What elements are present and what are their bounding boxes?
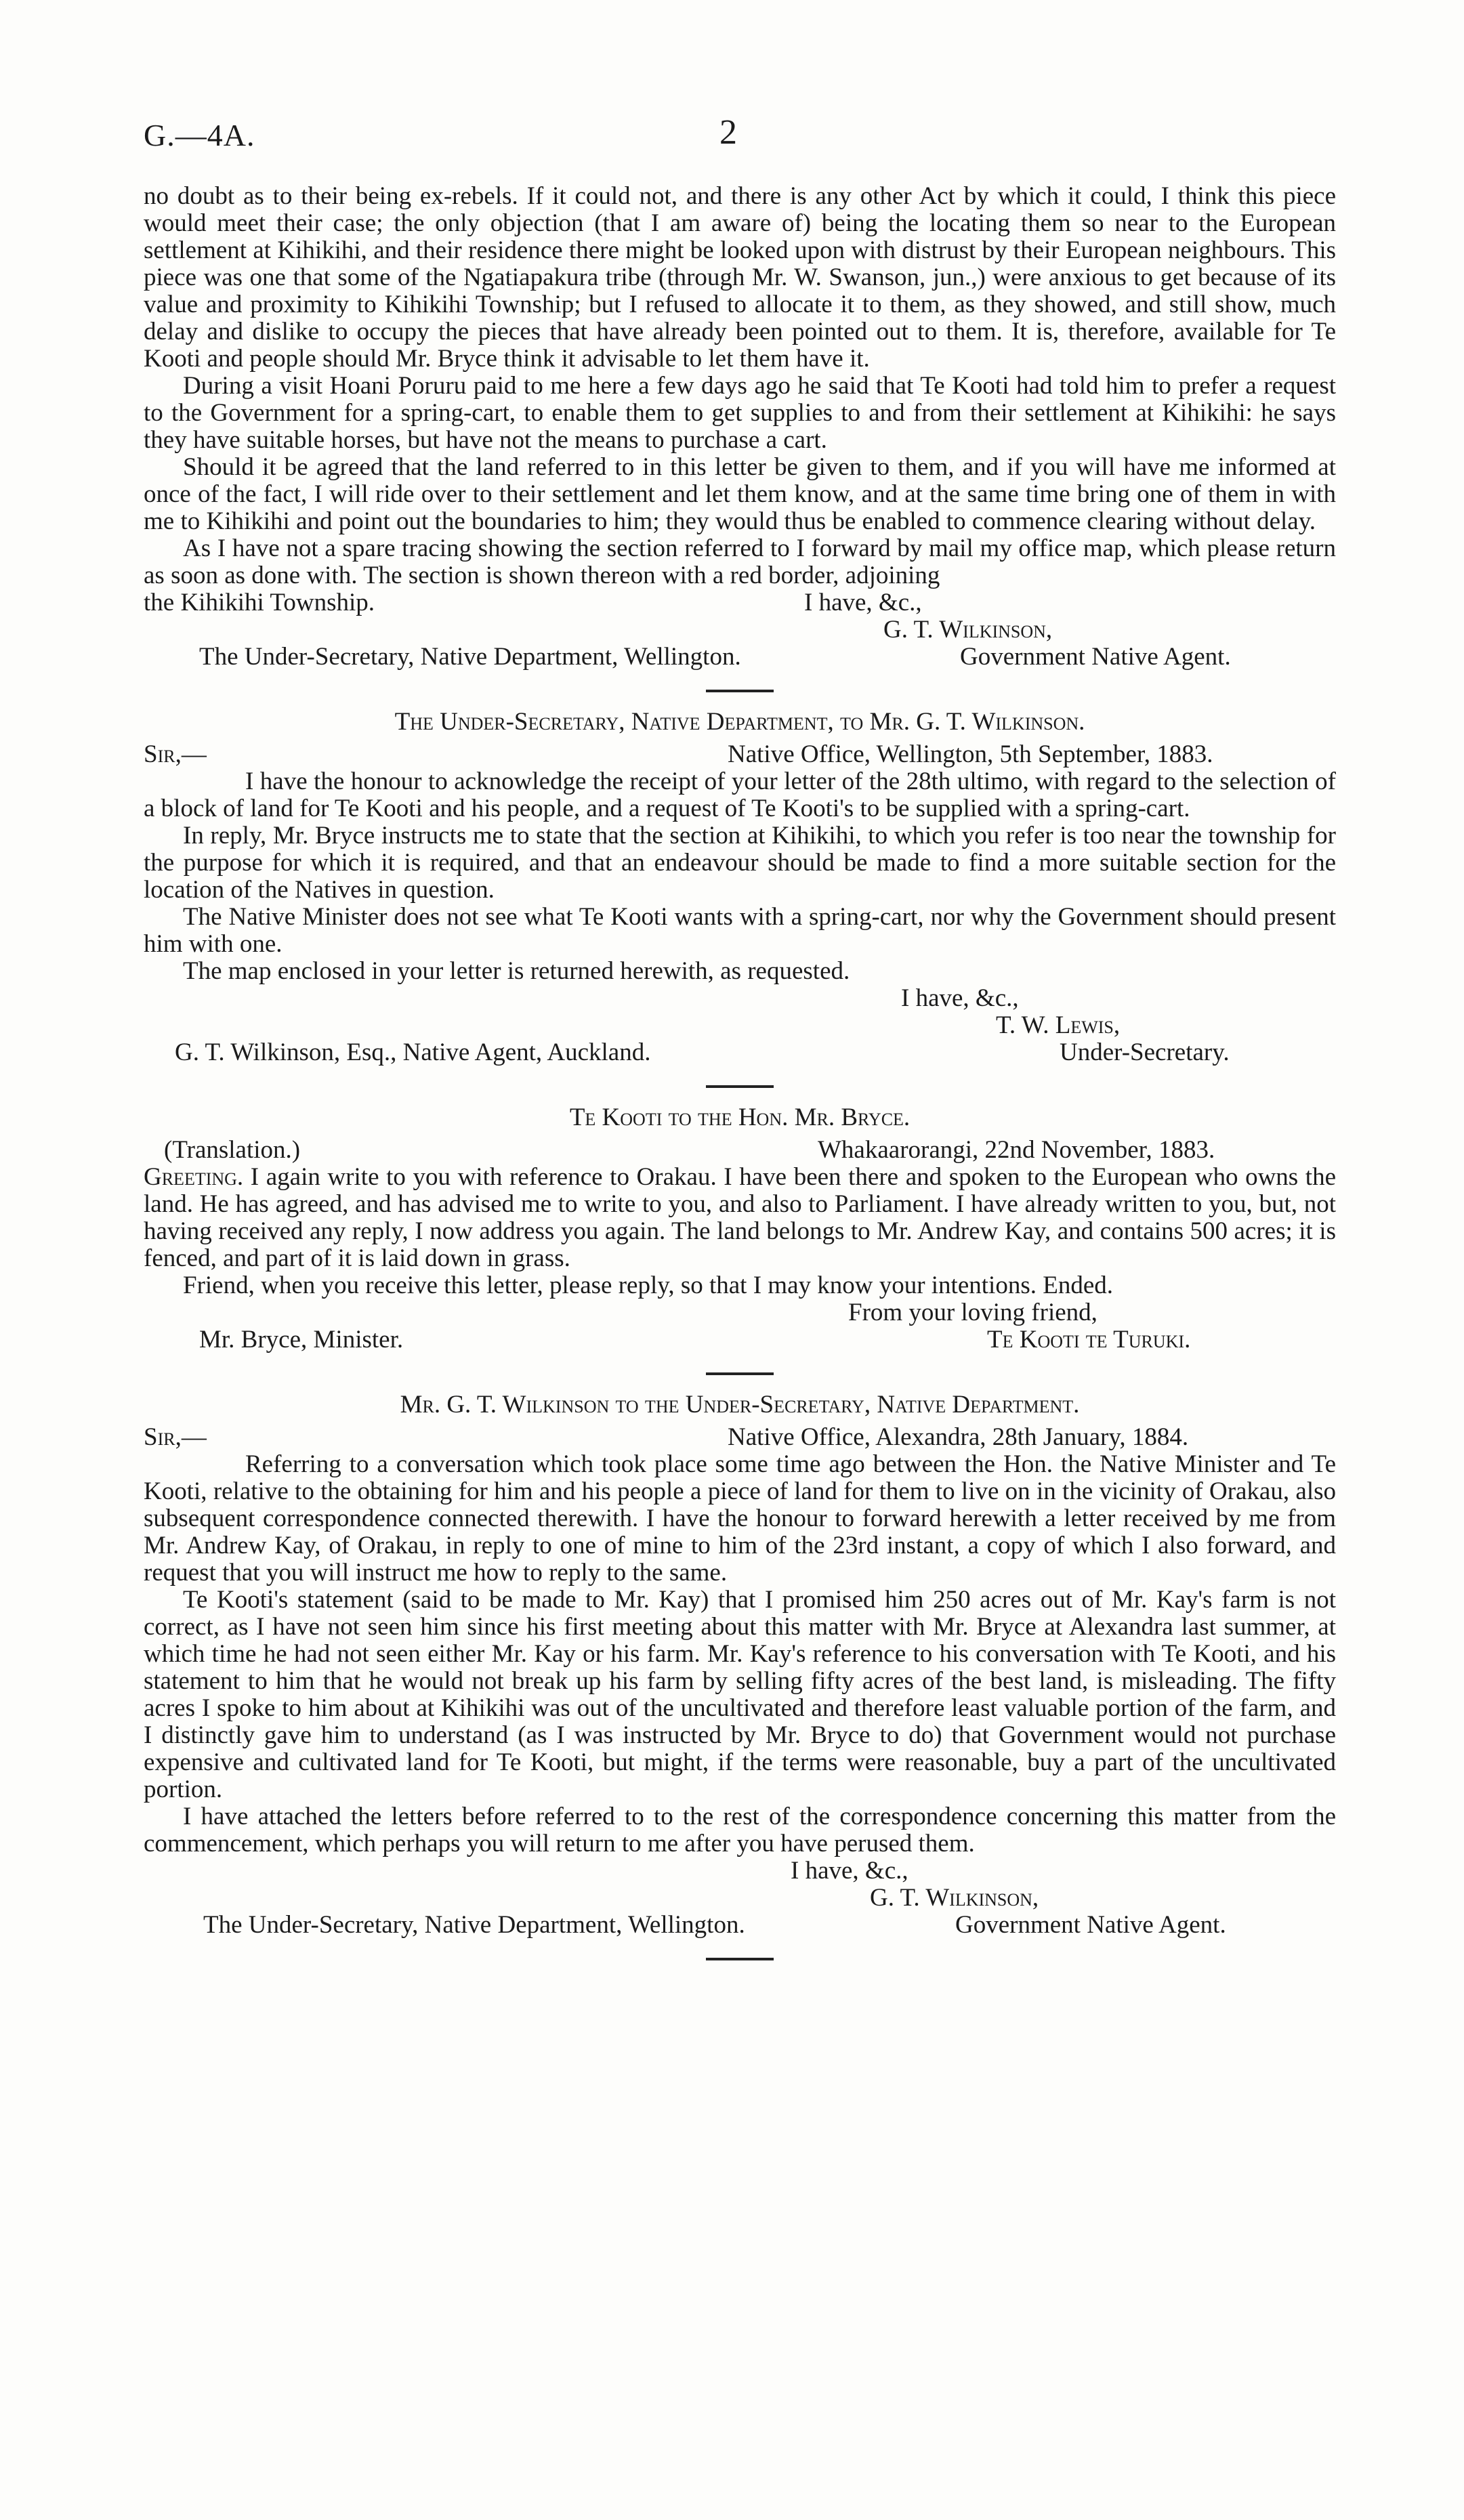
salutation: Sir,— (144, 740, 207, 768)
paragraph: Friend, when you receive this letter, please reply, so that I may know your intentions. Ended. (183, 1272, 1113, 1299)
closing: From your loving friend, (848, 1299, 1097, 1326)
section-divider (706, 1372, 774, 1375)
paragraph: Should it be agreed that the land referred to in this letter be given to them, and if you will have me informed at once of the fact, I will ride over to their settlement and let them know, and at the same time bring one of them in with me to Kihikihi and point out the boundaries to him; they would thus be enabled to commence clearing without delay. (144, 453, 1336, 535)
closing: I have, &c., (791, 1857, 908, 1885)
dateline: Whakaarorangi, 22nd November, 1883. (818, 1136, 1215, 1164)
addressee: Mr. Bryce, Minister. (199, 1326, 404, 1353)
addressee: The Under-Secretary, Native Department, Wellington. (203, 1911, 745, 1939)
signature: T. W. Lewis, (996, 1011, 1121, 1039)
paragraph-text: I again write to you with reference to Orakau. I have been there and spoken to the European who owns the land. He has agreed, and has advised me to write to you, and also to Parliament. I have already written to you, but, not having received any reply, I now address you again. The land belongs to Mr. Andrew Kay, and contains 500 acres; it is fenced, and part of it is laid down in grass. (144, 1163, 1337, 1272)
signer-title: Under-Secretary. (1060, 1038, 1230, 1066)
signature: G. T. Wilkinson, (883, 616, 1053, 644)
paragraph: The Native Minister does not see what Te Kooti wants with a spring-cart, nor why the Government should present him with one. (144, 903, 1336, 958)
document-body (144, 183, 1336, 1977)
dateline: Native Office, Wellington, 5th September, 1883. (728, 740, 1213, 768)
closing: I have, &c., (901, 984, 1019, 1012)
dateline: Native Office, Alexandra, 28th January, 1884. (728, 1423, 1189, 1451)
addressee: G. T. Wilkinson, Esq., Native Agent, Auckland. (175, 1038, 651, 1066)
translation-note: (Translation.) (164, 1136, 301, 1164)
paragraph (144, 1164, 1336, 1272)
section-divider (706, 1958, 774, 1960)
paragraph-last-line: the Kihikihi Township. (144, 589, 375, 616)
paragraph: I have the honour to acknowledge the receipt of your letter of the 28th ultimo, with regard to the selection of a block of land for Te Kooti and his people, and a request of Te Kooti's to be supplied with a spring-cart. (144, 768, 1336, 822)
paragraph: In reply, Mr. Bryce instructs me to state that the section at Kihikihi, to which you refer is too near the township for the purpose for which it is required, and that an endeavour should be made to find a more suitable section for the location of the Natives in question. (144, 822, 1336, 904)
addressee: The Under-Secretary, Native Department, Wellington. (199, 643, 741, 671)
section-divider (706, 1085, 774, 1088)
greeting: Greeting. (144, 1163, 244, 1191)
signer-title: Government Native Agent. (955, 1911, 1226, 1939)
signature: Te Kooti te Turuki. (987, 1326, 1191, 1353)
closing: I have, &c., (804, 589, 922, 616)
letter-wilkinson-continued (144, 183, 1336, 671)
page-number: 2 (719, 113, 737, 152)
letter-wilkinson-to-under-secretary (144, 1391, 1336, 1939)
paragraph: Referring to a conversation which took place some time ago between the Hon. the Native Minister and Te Kooti, relative to the obtaining for him and his people a piece of land for them to live on in the vicinity of Orakau, also subsequent correspondence connected therewith. I have the honour to forward herewith a letter received by me from Mr. Andrew Kay, of Orakau, in reply to one of mine to him of the 23rd instant, a copy of which I also forward, and request that you will instruct me how to reply to the same. (144, 1450, 1336, 1587)
letter-te-kooti-to-bryce (144, 1104, 1336, 1353)
signer-title: Government Native Agent. (960, 643, 1231, 671)
paragraph: During a visit Hoani Poruru paid to me here a few days ago he said that Te Kooti had told him to prefer a request to the Government for a spring-cart, to enable them to get supplies to and from their settlement at Kihikihi: he says they have suitable horses, but have not the means to purchase a cart. (144, 372, 1336, 454)
paragraph: Te Kooti's statement (said to be made to Mr. Kay) that I promised him 250 acres out of Mr. Kay's farm is not correct, as I have not seen him since his first meeting about this matter with Mr. Bryce at Alexandra last summer, at which time he had not seen either Mr. Kay or his farm. Mr. Kay's reference to his conversation with Te Kooti, and his statement to him that he would not break up his farm by selling fifty acres of the best land, is misleading. The fifty acres I spoke to him about at Kihikihi was out of the uncultivated and therefore least valuable portion of the farm, and I distinctly gave him to understand (as I was instructed by Mr. Bryce to do) that Government would not purchase expensive and cultivated land for Te Kooti, but might, if the terms were reasonable, buy a part of the uncultivated portion. (144, 1586, 1336, 1803)
signature: G. T. Wilkinson, (870, 1884, 1039, 1912)
letter-under-secretary-to-wilkinson (144, 709, 1336, 1066)
letter-title: Te Kooti to the Hon. Mr. Bryce. (569, 1104, 911, 1131)
letter-title: Mr. G. T. Wilkinson to the Under-Secretary, Native Department. (400, 1391, 1080, 1419)
document-reference: G.—4A. (144, 118, 255, 152)
salutation: Sir,— (144, 1423, 207, 1451)
paragraph: As I have not a spare tracing showing the section referred to I forward by mail my office map, which please return as soon as done with. The section is shown thereon with a red border, adjoining (144, 534, 1336, 589)
page-header (0, 113, 1464, 163)
section-divider (706, 690, 774, 692)
letter-title: The Under-Secretary, Native Department, to Mr. G. T. Wilkinson. (394, 708, 1085, 736)
paragraph: I have attached the letters before referred to to the rest of the correspondence concerning this matter from the commencement, which perhaps you will return to me after you have perused them. (144, 1803, 1336, 1857)
paragraph: The map enclosed in your letter is returned herewith, as requested. (183, 957, 850, 985)
paragraph: no doubt as to their being ex-rebels. If it could not, and there is any other Act by which it could, I think this piece would meet their case; the only objection (that I am aware of) being the locating them so near to the European settlement at Kihikihi, and their residence there might be looked upon with distrust by their European neighbours. This piece was one that some of the Ngatiapakura tribe (through Mr. W. Swanson, jun.,) were anxious to get because of its value and proximity to Kihikihi Township; but I refused to allocate it to them, as they showed, and still show, much delay and dislike to occupy the pieces that have already been pointed out to them. It is, therefore, available for Te Kooti and people should Mr. Bryce think it advisable to let them have it. (144, 182, 1336, 373)
